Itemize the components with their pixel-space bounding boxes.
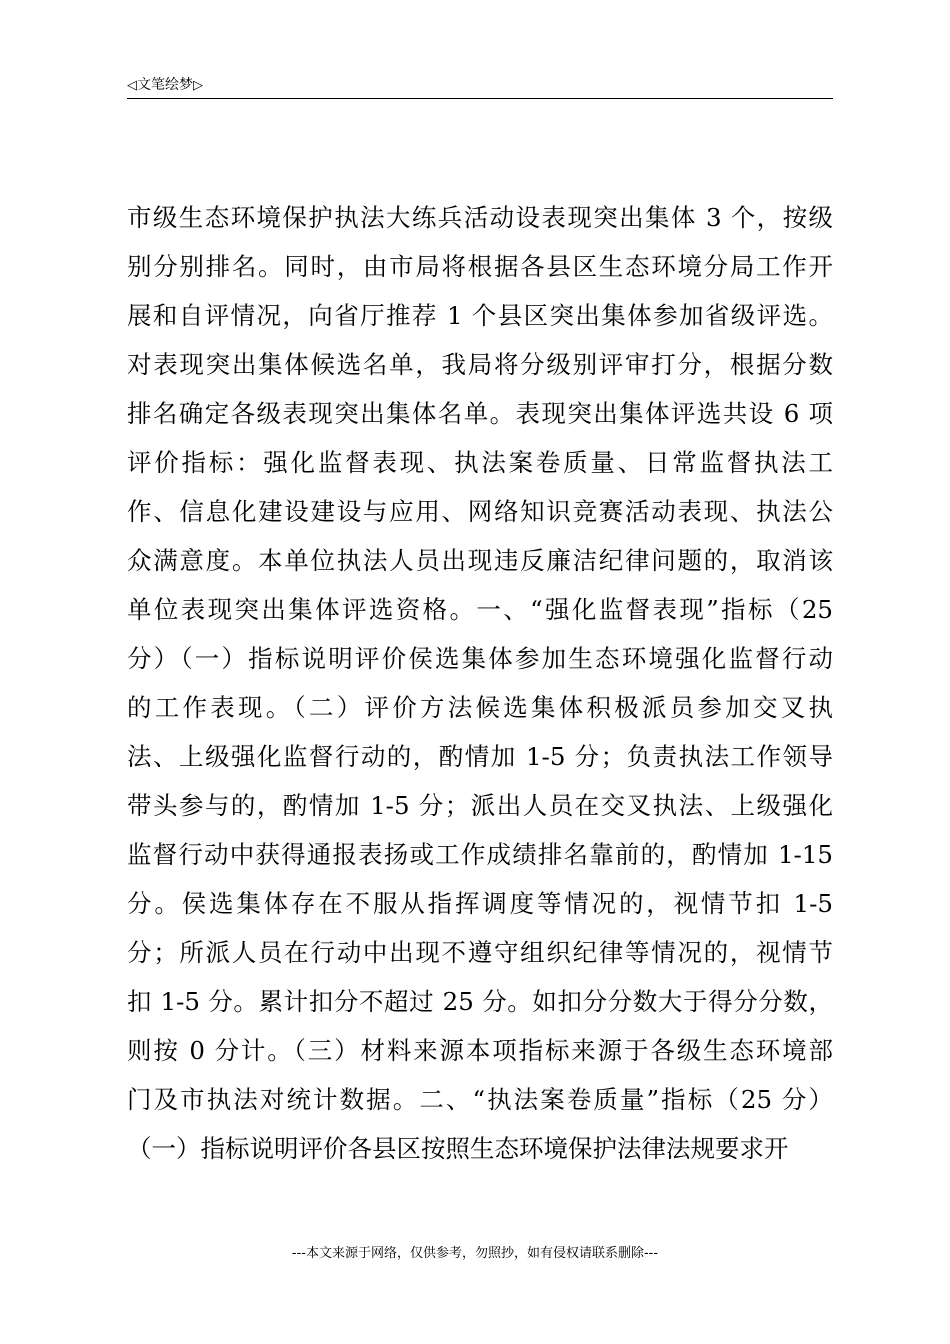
right-triangle-icon: ▷ xyxy=(193,78,203,93)
body-text xyxy=(127,193,833,1173)
text-line: 排名确定各级表现突出集体名单。表现突出集体评选共设 6 项 xyxy=(127,399,833,428)
text-line: 作、信息化建设建设与应用、网络知识竞赛活动表现、执法公 xyxy=(127,497,833,526)
text-line: 带头参与的，酌情加 1-5 分；派出人员在交叉执法、上级强化 xyxy=(127,791,833,820)
text-line: 扣 1-5 分。累计扣分不超过 25 分。如扣分分数大于得分分数， xyxy=(127,987,833,1016)
text-line: 的工作表现。（二）评价方法候选集体积极派员参加交叉执 xyxy=(127,693,833,722)
page-footer: ---本文来源于网络，仅供参考，勿照抄，如有侵权请联系删除--- xyxy=(291,1246,659,1261)
text-line: 分。侯选集体存在不服从指挥调度等情况的，视情节扣 1-5 xyxy=(127,889,833,918)
text-line: 分；所派人员在行动中出现不遵守组织纪律等情况的，视情节 xyxy=(127,938,833,967)
page-header xyxy=(127,74,833,99)
text-line: 分）（一）指标说明评价侯选集体参加生态环境强化监督行动 xyxy=(127,644,833,673)
text-line: 展和自评情况，向省厅推荐 1 个县区突出集体参加省级评选。 xyxy=(127,301,833,330)
header-logo xyxy=(127,76,203,95)
text-line: 门及市执法对统计数据。二、“执法案卷质量”指标（25 分） xyxy=(127,1085,833,1114)
text-line: 单位表现突出集体评选资格。一、“强化监督表现”指标（25 xyxy=(127,595,833,624)
header-logo-text: 文笔绘梦 xyxy=(137,77,193,93)
text-line: 众满意度。本单位执法人员出现违反廉洁纪律问题的，取消该 xyxy=(127,546,833,575)
text-line: 监督行动中获得通报表扬或工作成绩排名靠前的，酌情加 1-15 xyxy=(127,840,833,869)
text-line: 对表现突出集体候选名单，我局将分级别评审打分，根据分数 xyxy=(127,350,833,379)
text-line: 法、上级强化监督行动的，酌情加 1-5 分；负责执法工作领导 xyxy=(127,742,833,771)
text-line: 则按 0 分计。（三）材料来源本项指标来源于各级生态环境部 xyxy=(127,1036,833,1065)
left-triangle-icon: ◁ xyxy=(127,78,137,93)
text-line: 评价指标：强化监督表现、执法案卷质量、日常监督执法工 xyxy=(127,448,833,477)
text-line: （一）指标说明评价各县区按照生态环境保护法律法规要求开 xyxy=(127,1134,789,1163)
text-line: 市级生态环境保护执法大练兵活动设表现突出集体 3 个，按级 xyxy=(127,203,833,232)
text-line: 别分别排名。同时，由市局将根据各县区生态环境分局工作开 xyxy=(127,252,833,281)
